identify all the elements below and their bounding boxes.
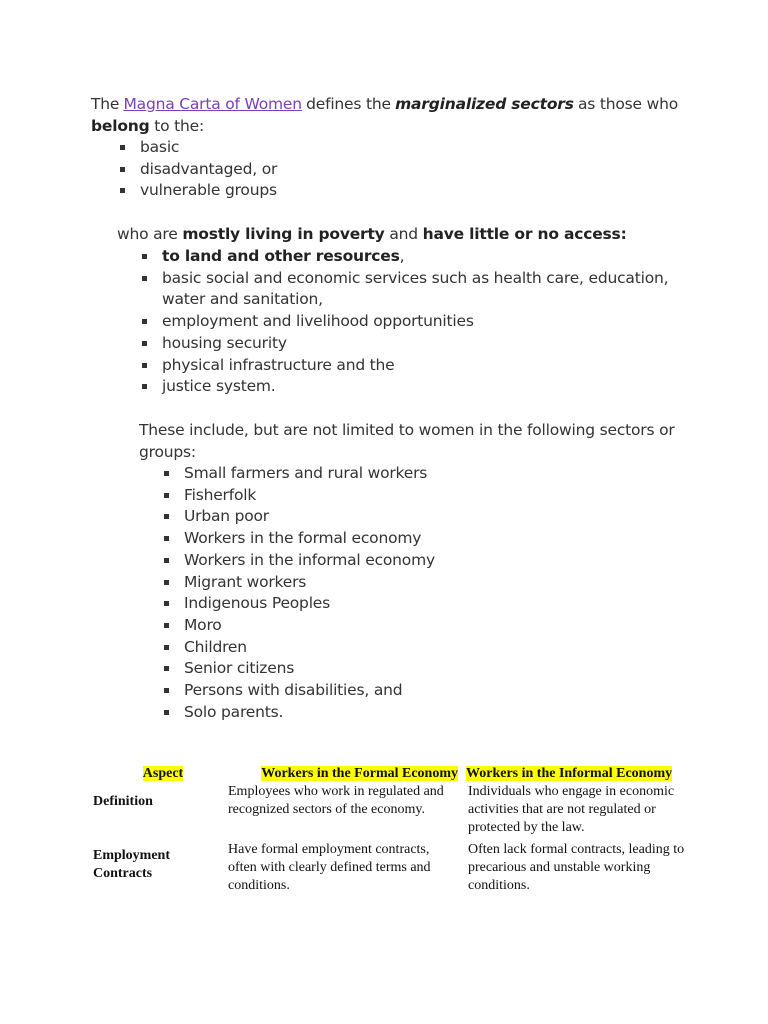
- access-list: [140, 246, 680, 398]
- list-item: disadvantaged, or: [118, 159, 277, 181]
- list-item: Workers in the formal economy: [162, 528, 435, 550]
- table-cell: Have formal employment contracts, often with clearly defined terms and conditions.: [228, 842, 431, 893]
- list-item: Migrant workers: [162, 572, 435, 594]
- access-text: have little or no access:: [422, 225, 627, 243]
- groups-list: [118, 137, 277, 202]
- header-cell: [226, 765, 460, 783]
- magna-carta-link[interactable]: Magna Carta of Women: [123, 95, 302, 113]
- intro-as-those-who: as those who: [577, 95, 678, 113]
- list-item: justice system.: [140, 376, 680, 398]
- who-are-line: [117, 224, 627, 246]
- list-item: Workers in the informal economy: [162, 550, 435, 572]
- sectors-list: [162, 463, 435, 723]
- list-item: physical infrastructure and the: [140, 355, 680, 377]
- table-row: [90, 837, 696, 895]
- who-are-text: who are: [117, 225, 178, 243]
- intro-the: The: [91, 95, 120, 113]
- list-item: Persons with disabilities, and: [162, 680, 435, 702]
- list-item: Fisherfolk: [162, 485, 435, 507]
- intro-paragraph: [91, 94, 678, 137]
- list-item-bold: to land and other resources: [162, 247, 400, 265]
- table-cell: Often lack formal contracts, leading to precarious and unstable working conditions.: [468, 842, 685, 893]
- list-item: Children: [162, 637, 435, 659]
- header-aspect: Aspect: [142, 766, 184, 781]
- table-cell: Individuals who engage in economic activities that are not regulated or protected by the law.: [468, 784, 675, 835]
- intro-to-the: to the:: [154, 116, 204, 135]
- list-item: Moro: [162, 615, 435, 637]
- list-item: Urban poor: [162, 506, 435, 528]
- include-paragraph: These include, but are not limited to women in the following sectors or groups:: [139, 421, 675, 461]
- marginalized-sectors-text: marginalized sectors: [395, 95, 574, 113]
- list-item: housing security: [140, 333, 680, 355]
- table-header-row: [90, 765, 696, 783]
- list-item: Indigenous Peoples: [162, 593, 435, 615]
- mostly-living-text: mostly living in poverty: [182, 225, 385, 243]
- header-cell: [90, 765, 226, 783]
- list-item: [140, 246, 680, 268]
- header-cell: [460, 765, 696, 783]
- list-item: basic social and economic services such as health care, education, water and sanitation,: [140, 268, 680, 311]
- belong-text: belong: [91, 116, 150, 135]
- comparison-table: [90, 765, 696, 895]
- table-row: [90, 783, 696, 837]
- list-item: vulnerable groups: [118, 180, 277, 202]
- row-label: Employment Contracts: [93, 848, 170, 881]
- table-cell: Employees who work in regulated and recognized sectors of the economy.: [228, 784, 444, 817]
- list-item: Senior citizens: [162, 658, 435, 680]
- list-item: Small farmers and rural workers: [162, 463, 435, 485]
- header-formal: Workers in the Formal Economy: [261, 766, 458, 781]
- header-informal: Workers in the Informal Economy: [466, 766, 673, 781]
- intro-defines-the: defines the: [306, 95, 391, 113]
- row-label: Definition: [93, 794, 153, 809]
- list-item: Solo parents.: [162, 702, 435, 724]
- and-text: and: [389, 225, 418, 243]
- list-item: basic: [118, 137, 277, 159]
- list-item: employment and livelihood opportunities: [140, 311, 680, 333]
- list-item-tail: ,: [399, 247, 405, 265]
